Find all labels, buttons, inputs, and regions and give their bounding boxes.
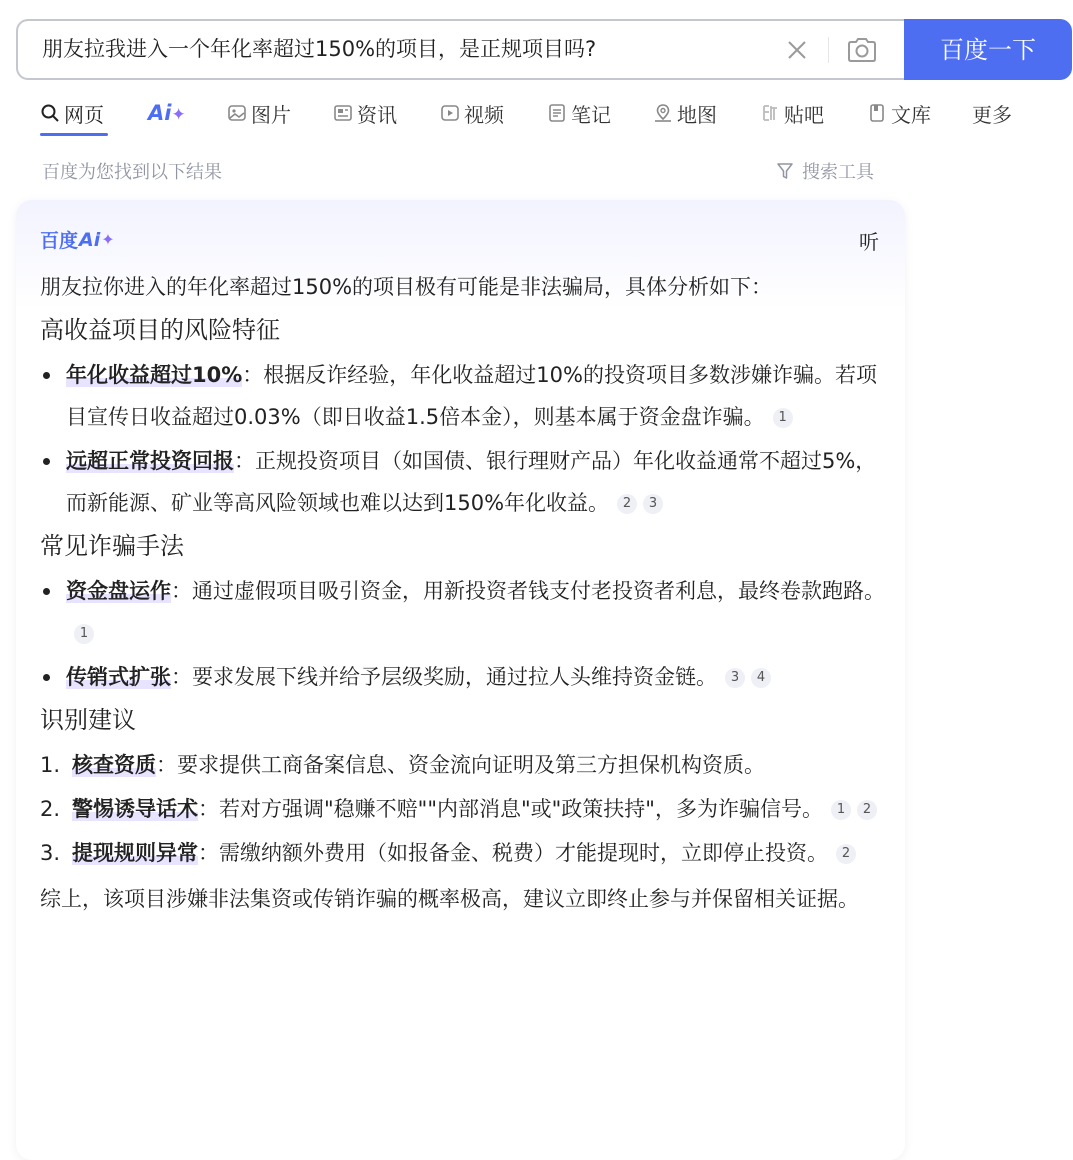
tab-map[interactable] [653, 96, 717, 130]
search-tools-label: 搜索工具 [802, 162, 874, 183]
bullet-dot [43, 588, 50, 595]
risk-list [40, 354, 885, 524]
citation-badge[interactable]: 2 [857, 800, 877, 820]
filter-icon [776, 162, 794, 180]
ai-answer-card [16, 200, 905, 1160]
note-icon [547, 103, 567, 123]
list-item [40, 832, 885, 874]
tab-label: 视频 [464, 102, 504, 127]
item-number: 3. [40, 841, 61, 865]
search-tools-button[interactable] [776, 158, 874, 184]
result-count: 百度为您找到以下结果 [42, 162, 222, 183]
bullet-dot [43, 674, 50, 681]
citation-badge[interactable]: 3 [643, 494, 663, 514]
image-icon [227, 103, 247, 123]
ai-icon: Ai✦ [148, 101, 186, 125]
item-number: 2. [40, 797, 61, 821]
list-item [40, 788, 885, 830]
item-text: ：正规投资项目（如国债、银行理财产品）年化收益通常不超过5%，而新能源、矿业等高风险领域也难以达到150%年化收益。 [66, 449, 877, 515]
bullet-dot [43, 372, 50, 379]
keyword: 年化收益超过10% [66, 363, 243, 387]
tab-label: 资讯 [357, 102, 397, 127]
keyword: 核查资质 [72, 753, 156, 777]
item-text: ：要求发展下线并给予层级奖励，通过拉人头维持资金链。 [171, 665, 717, 689]
keyword: 传销式扩张 [66, 665, 171, 689]
video-icon [440, 103, 460, 123]
tab-label: 贴吧 [784, 102, 824, 127]
ai-answer-content [40, 262, 885, 920]
section-heading: 识别建议 [40, 706, 136, 734]
citation-badge[interactable]: 2 [836, 844, 856, 864]
tab-label: 网页 [64, 102, 104, 127]
tab-news[interactable] [333, 96, 397, 130]
tab-notes[interactable] [547, 96, 611, 130]
answer-intro: 朋友拉你进入的年化率超过150%的项目极有可能是非法骗局，具体分析如下： [40, 275, 773, 299]
list-item [40, 570, 885, 654]
tab-tieba[interactable] [760, 96, 824, 130]
item-text: ：通过虚假项目吸引资金，用新投资者钱支付老投资者利息，最终卷款跑路。 [171, 579, 885, 603]
map-icon [653, 103, 673, 123]
advice-list [40, 744, 885, 874]
search-icon [40, 103, 60, 123]
keyword: 资金盘运作 [66, 579, 171, 603]
bullet-dot [43, 458, 50, 465]
tab-images[interactable] [227, 96, 291, 130]
answer-conclusion: 综上，该项目涉嫌非法集资或传销诈骗的概率极高，建议立即终止参与并保留相关证据。 [40, 887, 859, 911]
listen-button[interactable]: 听 [859, 230, 879, 254]
list-item [40, 440, 885, 524]
sparkle-icon: ✦ [101, 230, 115, 249]
item-text: ：若对方强调"稳赚不赔""内部消息"或"政策扶持"，多为诈骗信号。 [198, 797, 823, 821]
tab-label: 图片 [251, 102, 291, 127]
clear-icon[interactable] [785, 38, 809, 62]
item-text: ：根据反诈经验，年化收益超过10%的投资项目多数涉嫌诈骗。若项目宣传日收益超过0.03%（即日收益1.5倍本金），则基本属于资金盘诈骗。 [66, 363, 877, 429]
tab-video[interactable] [440, 96, 504, 130]
logo-text: 百度 [40, 230, 79, 252]
citation-badge[interactable]: 1 [831, 800, 851, 820]
citation-badge[interactable]: 1 [74, 624, 94, 644]
tab-label: 更多 [972, 102, 1012, 127]
search-button[interactable]: 百度一下 [904, 19, 1072, 80]
search-input[interactable]: 朋友拉我进入一个年化率超过150%的项目，是正规项目吗? [42, 37, 597, 61]
tab-more[interactable] [972, 96, 1012, 130]
tab-web[interactable] [40, 96, 104, 130]
section-heading: 常见诈骗手法 [40, 532, 184, 560]
keyword: 提现规则异常 [72, 841, 198, 865]
list-item [40, 744, 885, 786]
tab-label: 文库 [891, 102, 931, 127]
item-text: ：要求提供工商备案信息、资金流向证明及第三方担保机构资质。 [156, 753, 765, 777]
camera-icon[interactable] [846, 35, 878, 65]
citation-badge[interactable]: 1 [773, 408, 793, 428]
news-icon [333, 103, 353, 123]
list-item [40, 656, 885, 698]
baidu-ai-logo [40, 226, 115, 253]
tieba-icon [760, 103, 780, 123]
active-tab-indicator [40, 133, 108, 136]
fraud-methods-list [40, 570, 885, 698]
section-heading: 高收益项目的风险特征 [40, 316, 280, 344]
tab-label: 笔记 [571, 102, 611, 127]
citation-badge[interactable]: 2 [617, 494, 637, 514]
search-box[interactable] [16, 19, 906, 80]
list-item [40, 354, 885, 438]
tab-label: 地图 [677, 102, 717, 127]
citation-badge[interactable]: 3 [725, 668, 745, 688]
tab-ai[interactable] [148, 96, 186, 130]
tab-docs[interactable] [867, 96, 931, 130]
doc-icon [867, 103, 887, 123]
search-divider [828, 37, 829, 63]
logo-ai: Ai [79, 228, 101, 251]
item-text: ：需缴纳额外费用（如报备金、税费）才能提现时，立即停止投资。 [198, 841, 828, 865]
citation-badge[interactable]: 4 [751, 668, 771, 688]
keyword: 警惕诱导话术 [72, 797, 198, 821]
keyword: 远超正常投资回报 [66, 449, 234, 473]
item-number: 1. [40, 753, 61, 777]
